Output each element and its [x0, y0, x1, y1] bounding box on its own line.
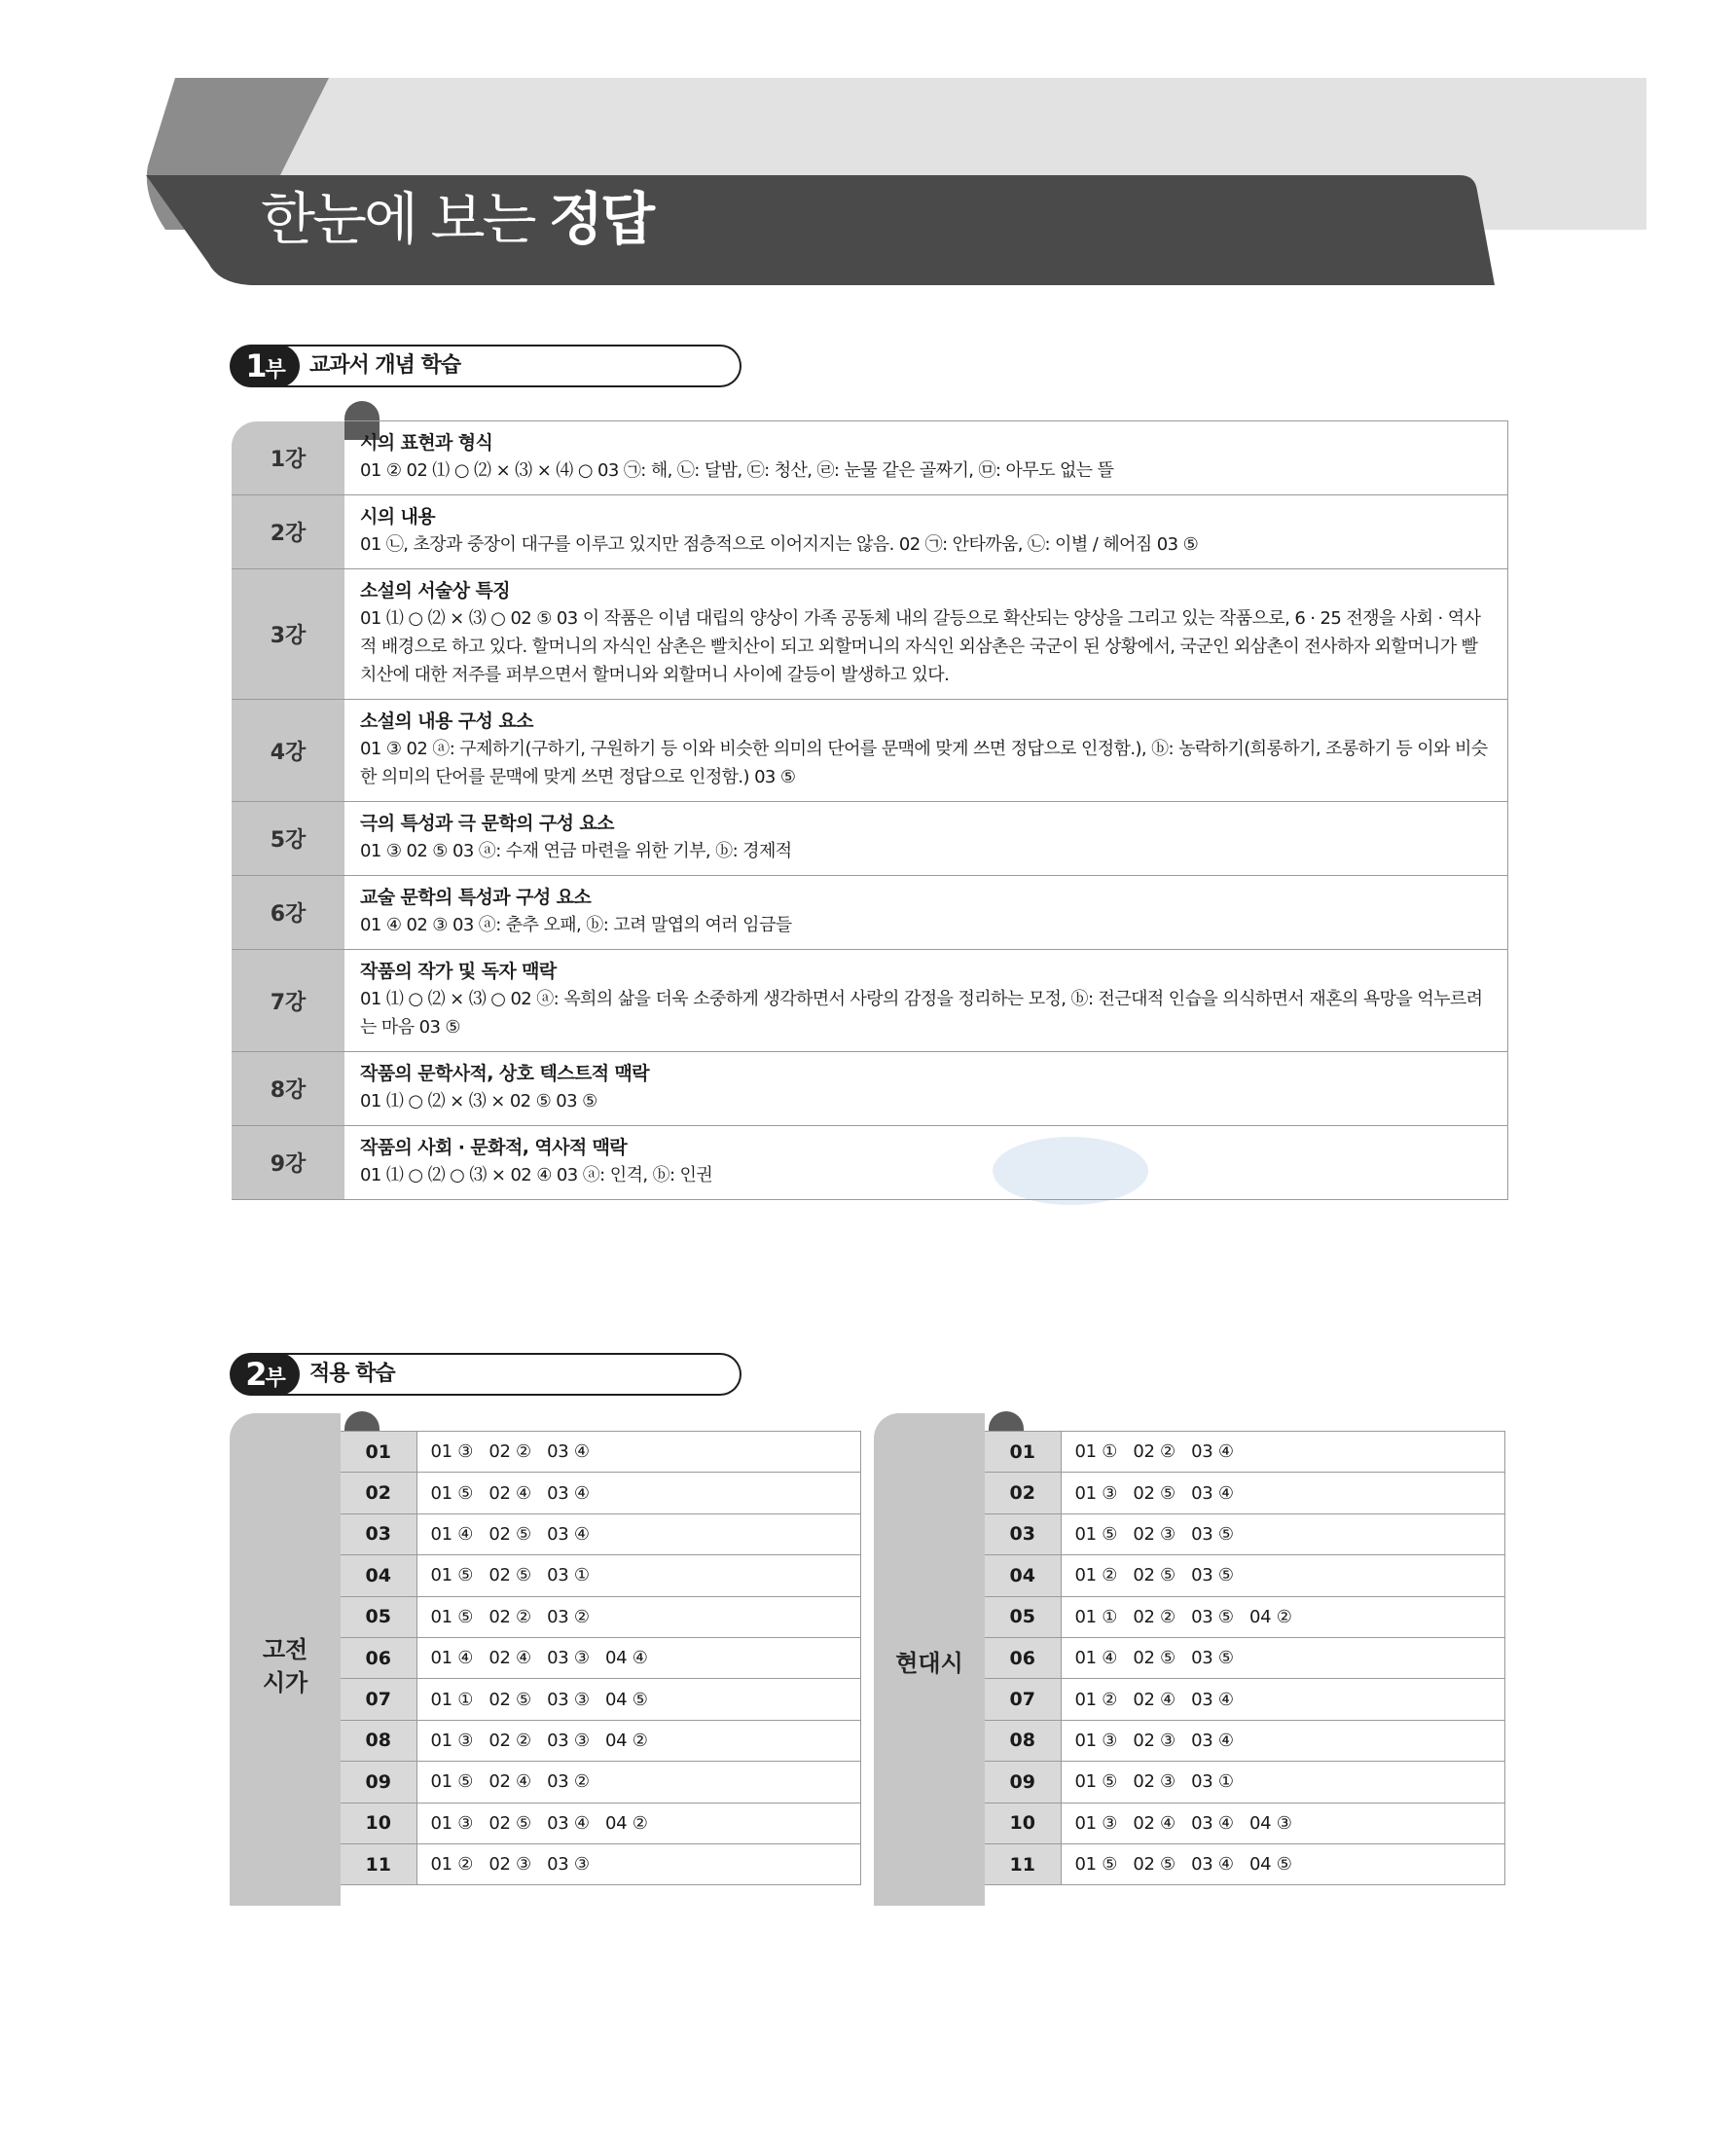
answer-row: [985, 1596, 1504, 1637]
unit-answers: 01 ⑤ 02 ⑤ 03 ④ 04 ⑤: [1061, 1843, 1504, 1884]
unit-answers: 01 ⑤ 02 ④ 03 ④: [416, 1473, 860, 1513]
lesson-title: 작품의 사회 · 문화적, 역사적 맥락: [360, 1137, 628, 1158]
lesson-label: 1강: [232, 421, 344, 495]
unit-number: 02: [985, 1473, 1061, 1513]
answer-row: [985, 1843, 1504, 1884]
lesson-row: [232, 876, 1508, 950]
lesson-content: [344, 876, 1508, 950]
lesson-label: 3강: [232, 569, 344, 700]
lesson-content: [344, 700, 1508, 802]
modern-poetry-block: [874, 1413, 1506, 1906]
unit-answers: 01 ① 02 ② 03 ⑤ 04 ②: [1061, 1596, 1504, 1637]
lesson-answers: 01 ③ 02 ⑤ 03 ⓐ: 수재 연금 마련을 위한 기부, ⓑ: 경제적: [360, 841, 792, 861]
part1-label: [230, 345, 728, 387]
lesson-content: [344, 950, 1508, 1052]
lesson-title: 시의 표현과 형식: [360, 432, 493, 454]
unit-number: 04: [341, 1555, 416, 1596]
lesson-title: 작품의 작가 및 독자 맥락: [360, 961, 557, 982]
answer-row: [985, 1720, 1504, 1761]
lesson-row: [232, 1126, 1508, 1200]
unit-answers: 01 ④ 02 ⑤ 03 ④: [416, 1513, 860, 1554]
lesson-title: 소설의 내용 구성 요소: [360, 711, 533, 732]
unit-number: 09: [341, 1762, 416, 1803]
unit-answers: 01 ⑤ 02 ⑤ 03 ①: [416, 1555, 860, 1596]
lesson-label: 6강: [232, 876, 344, 950]
unit-answers: 01 ⑤ 02 ④ 03 ②: [416, 1762, 860, 1803]
unit-answers: 01 ⑤ 02 ③ 03 ⑤: [1061, 1513, 1504, 1554]
part2-badge: 2부: [230, 1353, 300, 1396]
modern-poetry-label: 현대시: [895, 1650, 963, 1677]
unit-answers: 01 ③ 02 ⑤ 03 ④: [1061, 1473, 1504, 1513]
answer-row: [341, 1513, 860, 1554]
answer-row: [985, 1555, 1504, 1596]
lesson-title: 작품의 문학사적, 상호 텍스트적 맥락: [360, 1063, 649, 1084]
answer-row: [341, 1432, 860, 1473]
answer-row: [985, 1637, 1504, 1678]
unit-number: 10: [341, 1803, 416, 1843]
unit-answers: 01 ⑤ 02 ② 03 ②: [416, 1596, 860, 1637]
unit-answers: 01 ③ 02 ④ 03 ④ 04 ③: [1061, 1803, 1504, 1843]
lesson-label: 8강: [232, 1052, 344, 1126]
page-title: 한눈에 보는 정답: [261, 186, 653, 252]
unit-number: 11: [985, 1843, 1061, 1884]
lesson-content: [344, 1126, 1508, 1200]
lesson-answers: 01 ⑴ ○ ⑵ ○ ⑶ × 02 ④ 03 ⓐ: 인격, ⓑ: 인권: [360, 1165, 713, 1185]
unit-number: 01: [341, 1432, 416, 1473]
modern-poetry-label-cell: [874, 1413, 985, 1906]
answer-row: [985, 1679, 1504, 1720]
unit-answers: 01 ③ 02 ② 03 ③ 04 ②: [416, 1720, 860, 1761]
lesson-content: [344, 495, 1508, 569]
lesson-title: 소설의 서술상 특징: [360, 580, 511, 601]
lesson-label: 2강: [232, 495, 344, 569]
lesson-content: [344, 802, 1508, 876]
lesson-title: 교술 문학의 특성과 구성 요소: [360, 887, 592, 908]
lesson-answers: 01 ③ 02 ⓐ: 구제하기(구하기, 구원하기 등 이와 비슷한 의미의 단어를 문맥에 맞게 쓰면 정답으로 인정함.), ⓑ: 농락하기(희롱하기, 조롱하기 등 이와 비슷한 의미의 단어를 문맥에 맞게 쓰면 정답으로 인정함.) 03 ⑤: [360, 739, 1488, 787]
lesson-title: 극의 특성과 극 문학의 구성 요소: [360, 813, 614, 834]
lesson-answers: 01 ④ 02 ③ 03 ⓐ: 춘추 오패, ⓑ: 고려 말엽의 여러 임금들: [360, 915, 792, 935]
answer-row: [341, 1637, 860, 1678]
lesson-answer-table: [232, 420, 1508, 1200]
lesson-row: [232, 569, 1508, 700]
unit-number: 08: [341, 1720, 416, 1761]
answer-row: [985, 1803, 1504, 1843]
unit-number: 05: [341, 1596, 416, 1637]
unit-answers: 01 ② 02 ③ 03 ③: [416, 1843, 860, 1884]
unit-number: 03: [341, 1513, 416, 1554]
lesson-answers: 01 ⑴ ○ ⑵ × ⑶ ○ 02 ⑤ 03 이 작품은 이념 대립의 양상이 가족 공동체 내의 갈등으로 확산되는 양상을 그리고 있는 작품으로, 6 · 25 전쟁을 사회 · 역사적 배경으로 하고 있다. 할머니의 자식인 삼촌은 빨치산이 되고 외할머니의 자식인 외삼촌은 국군이 된 상황에서, 국군인 외삼촌이 전사하자 외할머니가 빨치산에 대한 저주를 퍼부으면서 할머니와 외할머니 사이에 갈등이 발생하고 있다.: [360, 608, 1481, 685]
part1-badge: 1부: [230, 345, 300, 387]
part2-title: 적용 학습: [278, 1353, 741, 1396]
part1-title: 교과서 개념 학습: [278, 345, 741, 387]
lesson-row: [232, 950, 1508, 1052]
unit-answers: 01 ① 02 ⑤ 03 ③ 04 ⑤: [416, 1679, 860, 1720]
unit-answers: 01 ③ 02 ⑤ 03 ④ 04 ②: [416, 1803, 860, 1843]
lesson-row: [232, 700, 1508, 802]
unit-answers: 01 ② 02 ④ 03 ④: [1061, 1679, 1504, 1720]
lesson-label: 9강: [232, 1126, 344, 1200]
unit-answers: 01 ④ 02 ④ 03 ③ 04 ④: [416, 1637, 860, 1678]
lesson-answers: 01 ⑴ ○ ⑵ × ⑶ ○ 02 ⓐ: 옥희의 삶을 더욱 소중하게 생각하면서 사랑의 감정을 정리하는 모정, ⓑ: 전근대적 인습을 의식하면서 재혼의 욕망을 억누르려는 마음 03 ⑤: [360, 989, 1483, 1038]
unit-number: 07: [985, 1679, 1061, 1720]
modern-answer-table: [985, 1431, 1505, 1885]
answer-row: [341, 1843, 860, 1884]
lesson-content: [344, 569, 1508, 700]
unit-number: 02: [341, 1473, 416, 1513]
answer-row: [341, 1803, 860, 1843]
unit-answers: 01 ⑤ 02 ③ 03 ①: [1061, 1762, 1504, 1803]
answer-row: [985, 1432, 1504, 1473]
answer-row: [341, 1596, 860, 1637]
lesson-label: 7강: [232, 950, 344, 1052]
classic-answer-table: [341, 1431, 861, 1885]
unit-number: 07: [341, 1679, 416, 1720]
unit-answers: 01 ④ 02 ⑤ 03 ⑤: [1061, 1637, 1504, 1678]
answer-row: [985, 1762, 1504, 1803]
answer-row: [985, 1473, 1504, 1513]
part2-label: [230, 1353, 728, 1396]
unit-answers: 01 ③ 02 ② 03 ④: [416, 1432, 860, 1473]
unit-number: 01: [985, 1432, 1061, 1473]
lesson-content: [344, 421, 1508, 495]
unit-number: 03: [985, 1513, 1061, 1554]
unit-answers: 01 ③ 02 ③ 03 ④: [1061, 1720, 1504, 1761]
unit-number: 08: [985, 1720, 1061, 1761]
unit-answers: 01 ② 02 ⑤ 03 ⑤: [1061, 1555, 1504, 1596]
unit-number: 11: [341, 1843, 416, 1884]
classic-poetry-label-cell: [230, 1413, 341, 1906]
lesson-label: 4강: [232, 700, 344, 802]
classic-poetry-label: 고전 시가: [262, 1636, 308, 1696]
answer-row: [341, 1679, 860, 1720]
lesson-row: [232, 1052, 1508, 1126]
answer-row: [341, 1555, 860, 1596]
lesson-title: 시의 내용: [360, 506, 436, 528]
unit-answers: 01 ① 02 ② 03 ④: [1061, 1432, 1504, 1473]
lesson-content: [344, 1052, 1508, 1126]
classic-poetry-block: [230, 1413, 862, 1906]
lesson-row: [232, 802, 1508, 876]
unit-number: 09: [985, 1762, 1061, 1803]
unit-number: 06: [985, 1637, 1061, 1678]
lesson-label: 5강: [232, 802, 344, 876]
unit-number: 05: [985, 1596, 1061, 1637]
unit-number: 04: [985, 1555, 1061, 1596]
banner-shape: [0, 0, 1736, 302]
header-banner: [0, 0, 1736, 302]
unit-number: 10: [985, 1803, 1061, 1843]
unit-number: 06: [341, 1637, 416, 1678]
lesson-answers: 01 ㉡, 초장과 중장이 대구를 이루고 있지만 점층적으로 이어지지는 않음. 02 ㉠: 안타까움, ㉡: 이별 / 헤어짐 03 ⑤: [360, 534, 1199, 555]
lesson-row: [232, 421, 1508, 495]
answer-row: [341, 1720, 860, 1761]
lesson-row: [232, 495, 1508, 569]
answer-row: [985, 1513, 1504, 1554]
lesson-answers: 01 ② 02 ⑴ ○ ⑵ × ⑶ × ⑷ ○ 03 ㉠: 해, ㉡: 달밤, ㉢: 청산, ㉣: 눈물 같은 골짜기, ㉤: 아무도 없는 뜰: [360, 460, 1114, 481]
lesson-answers: 01 ⑴ ○ ⑵ × ⑶ × 02 ⑤ 03 ⑤: [360, 1091, 597, 1111]
answer-row: [341, 1762, 860, 1803]
answer-row: [341, 1473, 860, 1513]
